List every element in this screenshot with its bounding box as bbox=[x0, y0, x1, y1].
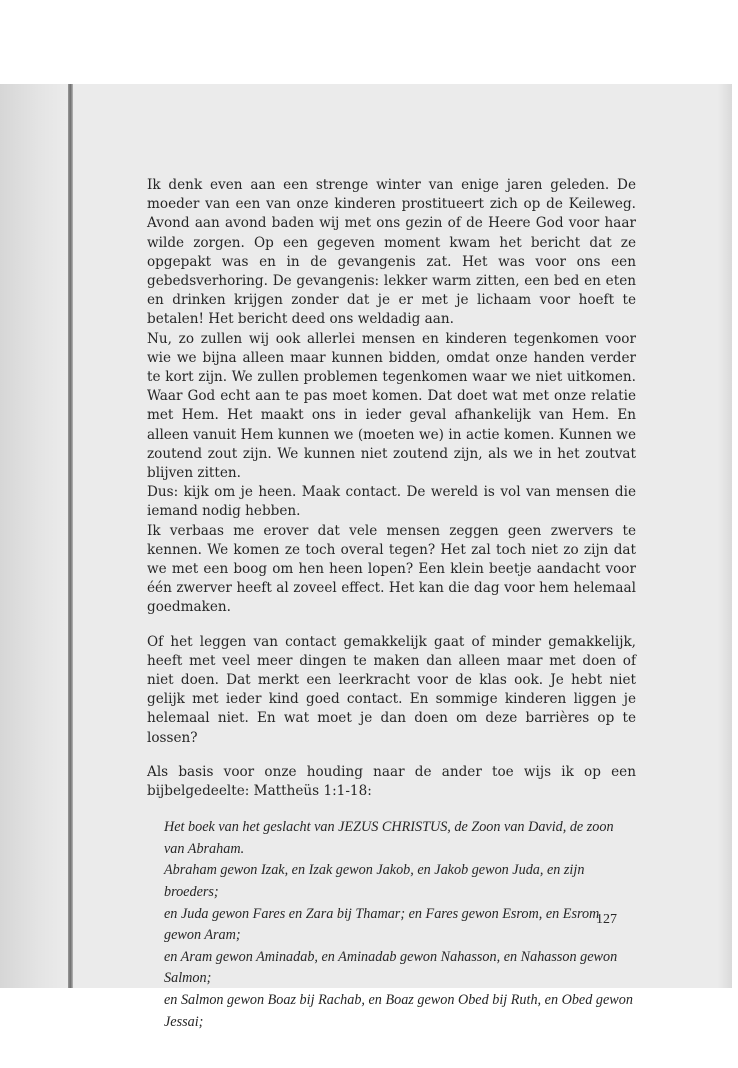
quote-line: Het boek van het geslacht van JEZUS CHRISTUS, de Zoon van David, de zoon van Abraham. bbox=[164, 819, 614, 857]
page-number: 127 bbox=[596, 912, 617, 927]
gutter-line bbox=[68, 84, 73, 988]
paragraph: Als basis voor onze houding naar de ander toe wijs ik op een bijbelgedeelte: Mattheüs 1:1-18: bbox=[147, 763, 636, 800]
quote-line: en Juda gewon Fares en Zara bij Thamar; en Fares gewon Esrom, en Esrom gewon Aram; bbox=[164, 905, 600, 944]
binding-shadow bbox=[0, 84, 66, 988]
paragraph: Of het leggen van contact gemakkelijk gaat of minder gemakkelijk, heeft met veel meer dingen te maken dan alleen maar met doen of niet doen. Dat merkt een leerkracht voor de klas ook. Je hebt niet gelijk met ieder kind goed contact. En sommige kinderen liggen je helemaal niet. En wat moet je dan doen om deze barrières op te lossen? bbox=[147, 633, 636, 746]
quote-line: en Salmon gewon Boaz bij Rachab, en Boaz gewon Obed bij Ruth, en Obed gewon Jessai; bbox=[164, 992, 633, 1030]
paragraph: Ik verbaas me erover dat vele mensen zeggen geen zwervers te kennen. We komen ze toch overal tegen? Het zal toch niet zo zijn dat we met een boog om hen heen lopen? Een klein beetje aandacht voor één zwerver heeft al zoveel effect. Het kan die dag voor hem helemaal goedmaken. bbox=[147, 522, 636, 616]
body-text bbox=[147, 176, 636, 1033]
paragraph: Nu, zo zullen wij ook allerlei mensen en kinderen tegenkomen voor wie we bijna alleen maar kunnen bidden, omdat onze handen verder te kort zijn. We zullen problemen tegenkomen waar we niet uitkomen. Waar God echt aan te pas moet komen. Dat doet wat met onze relatie met Hem. Het maakt ons in ieder geval afhankelijk van Hem. En alleen vanuit Hem kunnen we (moeten we) in actie komen. Kunnen we zoutend zout zijn. We kunnen niet zoutend zijn, als we in het zoutvat blijven zitten. bbox=[147, 330, 636, 482]
quote-line: Abraham gewon Izak, en Izak gewon Jakob, en Jakob gewon Juda, en zijn broeders; bbox=[164, 862, 585, 901]
paragraph: Ik denk even aan een strenge winter van enige jaren geleden. De moeder van een van onze kinderen prostitueert zich op de Keileweg. Avond aan avond baden wij met ons gezin of de Heere God voor haar wilde zorgen. Op een gegeven moment kwam het bericht dat ze opgepakt was en in de gevangenis zat. Het was voor ons een gebedsverhoring. De gevangenis: lekker warm zitten, een bed en eten en drinken krijgen zonder dat je er met je lichaam voor hoeft te betalen! Het bericht deed ons weldadig aan. bbox=[147, 177, 636, 328]
book-page bbox=[0, 84, 732, 1030]
page-edge bbox=[718, 84, 732, 988]
scripture-quote bbox=[164, 817, 636, 1033]
quote-line: en Aram gewon Aminadab, en Aminadab gewon Nahasson, en Nahasson gewon Salmon; bbox=[164, 948, 618, 987]
paragraph: Dus: kijk om je heen. Maak contact. De wereld is vol van mensen die iemand nodig hebben. bbox=[147, 484, 636, 520]
